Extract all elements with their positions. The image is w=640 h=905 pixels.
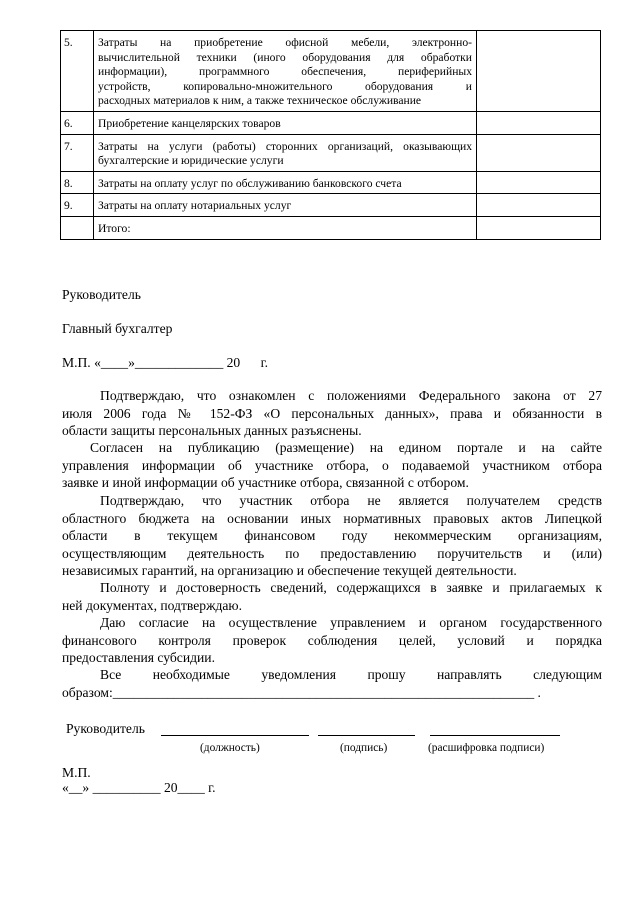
table-row: [61, 216, 601, 239]
paragraph-publication-consent: [62, 439, 602, 492]
row-description: [94, 111, 477, 134]
paragraph-control-consent: [62, 614, 602, 667]
description-line: бухгалтерские и юридические услуги: [98, 154, 284, 168]
stamp-date-line: М.П. «____»_____________ 20 г.: [62, 355, 269, 370]
paragraph-personal-data: [62, 387, 602, 440]
row-description: [94, 31, 477, 112]
costs-table: [60, 30, 601, 240]
description-line: Приобретение канцелярских товаров: [98, 116, 281, 130]
decoding-caption: (расшифровка подписи): [428, 742, 545, 754]
paragraph-line: предоставления субсидии.: [62, 650, 215, 665]
row-number: 8.: [61, 171, 94, 194]
paragraph-line: образом:______________________________________________________________ .: [62, 684, 541, 700]
table-row: [61, 111, 601, 134]
row-number: [61, 216, 94, 239]
description-line: расходных материалов к ним, а также техническое обслуживание: [98, 94, 422, 108]
row-description: [94, 194, 477, 217]
description-line: Затраты на оплату нотариальных услуг: [98, 199, 292, 213]
table-row: [61, 31, 601, 112]
row-description: [94, 216, 477, 239]
description-line: Затраты на приобретение офисной мебели, электронно-: [98, 36, 472, 49]
table-row: [61, 194, 601, 217]
row-amount: [477, 171, 601, 194]
paragraph-line: июля 2006 года № 152-ФЗ «О персональных данных», права и обязанности в: [62, 405, 602, 421]
signature-caption: (подпись): [340, 742, 388, 754]
table-row: [61, 171, 601, 194]
position-caption: (должность): [200, 742, 260, 754]
row-description: [94, 134, 477, 171]
row-number: 5.: [61, 31, 94, 112]
paragraph-line: осуществляющим деятельность по предоставлению поручительств и (или): [62, 545, 602, 561]
paragraph-line: Согласен на публикацию (размещение) на едином портале и на сайте: [90, 440, 602, 455]
date-line: «__» __________ 20____ г.: [62, 780, 216, 795]
paragraph-line: Даю согласие на осуществление управлением и органом государственного: [100, 615, 602, 630]
stamp-label: М.П.: [62, 765, 91, 780]
row-amount: [477, 111, 601, 134]
paragraph-completeness: [62, 579, 602, 614]
paragraph-line: управления информации об участнике отбора, о подаваемой участником отбора: [62, 457, 602, 473]
row-description: [94, 171, 477, 194]
row-number: 6.: [61, 111, 94, 134]
paragraph-line: области защиты персональных данных разъяснены.: [62, 423, 362, 438]
position-line: [161, 735, 309, 736]
description-line: вычислительной техники (иного оборудования для обработки: [98, 50, 472, 64]
description-line: Затраты на услуги (работы) сторонних организаций, оказывающих: [98, 139, 472, 153]
paragraph-line: финансового контроля проверок соблюдения целей, условий и порядка: [62, 632, 602, 648]
row-amount: [477, 194, 601, 217]
paragraph-line: независимых гарантий, на организацию и обеспечение текущей деятельности.: [62, 563, 517, 578]
paragraph-line: Подтверждаю, что ознакомлен с положениями Федерального закона от 27: [100, 388, 602, 403]
paragraph-line: заявке и иной информации об участнике отбора, связанной с отбором.: [62, 475, 469, 490]
row-amount: [477, 216, 601, 239]
row-amount: [477, 134, 601, 171]
paragraph-line: области в текущем финансовом году некоммерческим организациям,: [62, 528, 602, 543]
row-number: 7.: [61, 134, 94, 171]
row-number: 9.: [61, 194, 94, 217]
paragraph-line: областного бюджета на основании иных нормативных правовых актов Липецкой: [62, 510, 602, 526]
head-signature-label: Руководитель: [66, 721, 145, 736]
decoding-line: [430, 735, 560, 736]
paragraph-notifications: [62, 666, 602, 701]
paragraph-line: ней документах, подтверждаю.: [62, 597, 242, 613]
paragraph-line: Подтверждаю, что участник отбора не является получателем средств: [100, 493, 602, 508]
description-line: устройств, копировально-множительного оборудования и: [98, 79, 472, 93]
table-row: [61, 134, 601, 171]
description-line: информации), программного обеспечения, периферийных: [98, 65, 472, 79]
head-label: Руководитель: [62, 287, 141, 302]
chief-accountant-label: Главный бухгалтер: [62, 321, 173, 336]
row-amount: [477, 31, 601, 112]
description-line: Затраты на оплату услуг по обслуживанию банковского счета: [98, 176, 402, 190]
signature-line: [318, 735, 415, 736]
paragraph-not-recipient: [62, 492, 602, 580]
paragraph-line: Все необходимые уведомления прошу направлять следующим: [100, 667, 602, 682]
paragraph-line: Полноту и достоверность сведений, содержащихся в заявке и прилагаемых к: [100, 580, 602, 595]
description-line: Итого:: [98, 221, 131, 235]
